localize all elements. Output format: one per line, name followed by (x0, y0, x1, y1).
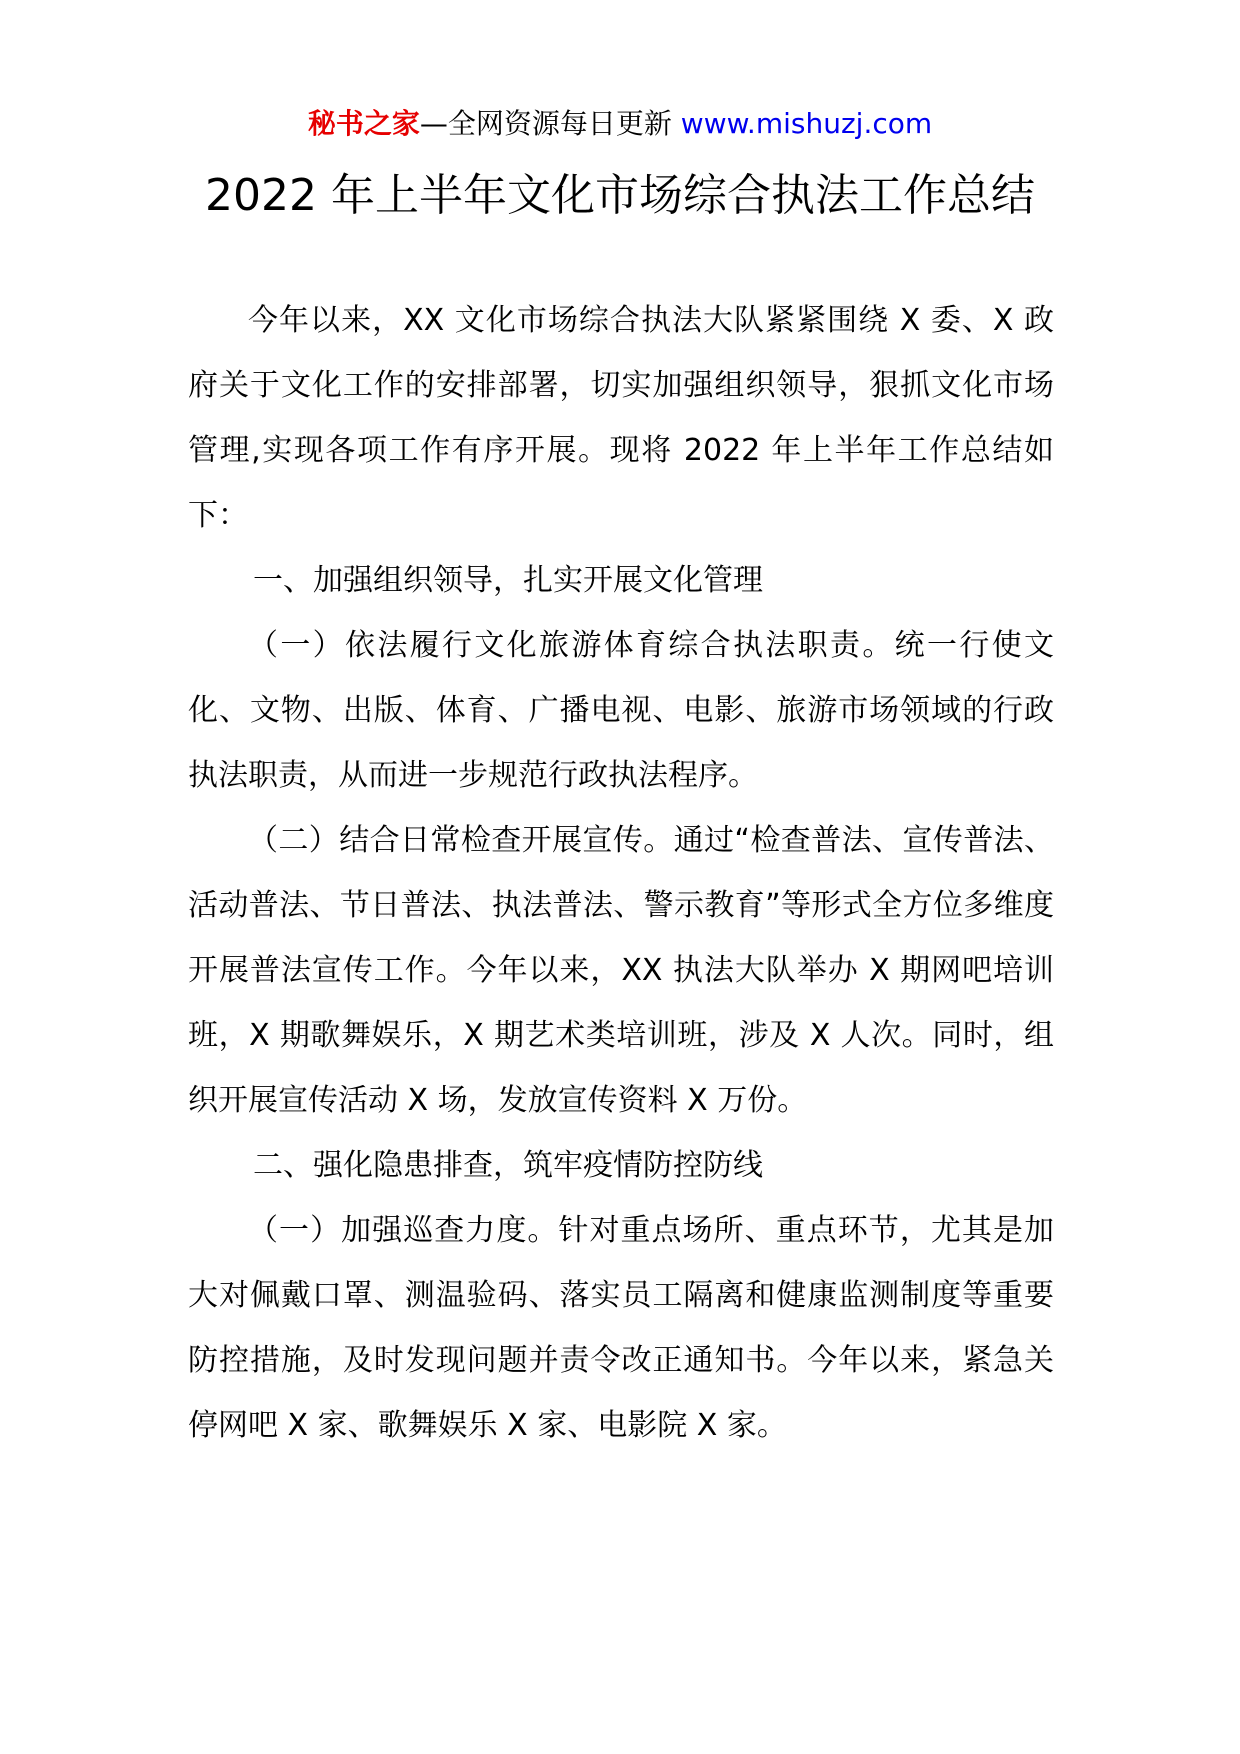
section-2-item-1: （一）加强巡查力度。针对重点场所、重点环节，尤其是加大对佩戴口罩、测温验码、落实员工隔离和健康监测制度等重要防控措施，及时发现问题并责令改正通知书。今年以来，紧急关停网吧 X 家、歌舞娱乐 X 家、电影院 X 家。 (188, 1213, 1054, 1443)
header-tagline: —全网资源每日更新 (419, 107, 672, 140)
section-heading-1: 一、加强组织领导，扎实开展文化管理 (253, 563, 763, 598)
brand-name: 秘书之家 (307, 107, 420, 140)
section-1-item-1: （一）依法履行文化旅游体育综合执法职责。统一行使文化、文物、出版、体育、广播电视、电影、旅游市场领域的行政执法职责，从而进一步规范行政执法程序。 (188, 628, 1054, 793)
document-body (188, 288, 1054, 1458)
site-url-link[interactable]: www.mishuzj.com (680, 107, 933, 140)
section-1-item-2: （二）结合日常检查开展宣传。通过“检查普法、宣传普法、活动普法、节日普法、执法普法、警示教育”等形式全方位多维度开展普法宣传工作。今年以来，XX 执法大队举办 X 期网吧培训班，X 期歌舞娱乐，X 期艺术类培训班，涉及 X 人次。同时，组织开展宣传活动 X 场，发放宣传资料 X 万份。 (188, 823, 1054, 1118)
document-title: 2022 年上半年文化市场综合执法工作总结 (205, 170, 1035, 221)
intro-paragraph: 今年以来，XX 文化市场综合执法大队紧紧围绕 X 委、X 政府关于文化工作的安排部署，切实加强组织领导，狠抓文化市场管理,实现各项工作有序开展。现将 2022 年上半年工作总结如下： (188, 303, 1054, 533)
site-header (0, 104, 1240, 144)
section-heading-2: 二、强化隐患排查，筑牢疫情防控防线 (253, 1148, 763, 1183)
